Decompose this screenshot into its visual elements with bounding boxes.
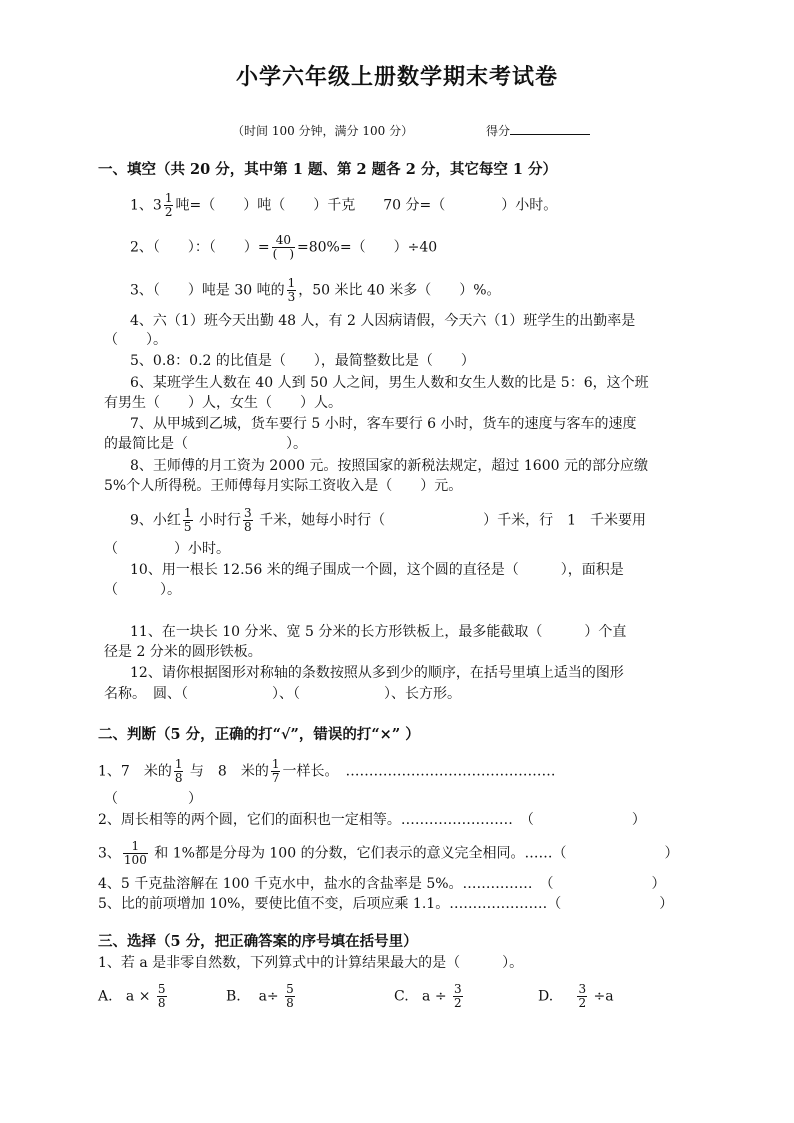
frac-num: 1 xyxy=(287,276,296,290)
question-1-7-line1: 7、从甲城到乙城，货车要行 5 小时，客车要行 6 小时，货车的速度与客车的速度 xyxy=(130,416,637,432)
page-title: 小学六年级上册数学期末考试卷 xyxy=(235,64,558,90)
question-1-12-line2: 名称。 圆、（ ）、（ ）、长方形。 xyxy=(104,686,461,702)
fraction xyxy=(453,983,463,1010)
question-2-2: 2、周长相等的两个圆，它们的面积也一定相等。…………………… （ ） xyxy=(98,812,646,828)
score-label: 得分 xyxy=(486,124,511,138)
q-text: 和 1%都是分母为 100 的分数，它们表示的意义完全相同。……（ ） xyxy=(154,845,679,862)
q-text: 一样长。 ……………………………………… xyxy=(282,763,556,780)
exam-time-info: （时间 100 分钟，满分 100 分） xyxy=(232,124,414,138)
q-text: 小时行 xyxy=(199,512,242,529)
frac-den: 7 xyxy=(271,771,280,785)
question-1-1 xyxy=(130,192,557,219)
option-c xyxy=(394,983,465,1010)
question-1-6-line1: 6、某班学生人数在 40 人到 50 人之间，男生人数和女生人数的比是 5：6，这个班 xyxy=(130,375,649,391)
q-text: 9、小红 xyxy=(130,512,181,529)
option-d xyxy=(538,983,614,1010)
question-3-1: 1、若 a 是非零自然数，下列算式中的计算结果最大的是（ ）。 xyxy=(98,955,524,971)
option-expr: a × xyxy=(125,988,151,1005)
option-label: B. xyxy=(226,988,241,1005)
frac-den: 2 xyxy=(164,205,173,219)
question-2-1-line1 xyxy=(98,758,555,785)
frac-num: 5 xyxy=(286,982,294,996)
fraction xyxy=(157,983,167,1010)
question-2-1-line2: （ ） xyxy=(104,791,202,807)
question-1-6-line2: 有男生（ ）人，女生（ ）人。 xyxy=(104,395,342,411)
option-expr: a ÷ xyxy=(422,988,447,1005)
frac-num: 3 xyxy=(454,982,462,996)
fraction xyxy=(243,507,253,534)
question-1-9-line1 xyxy=(130,507,646,534)
section1-heading: 一、填空（共 20 分，其中第 1 题、第 2 题各 2 分，其它每空 1 分） xyxy=(98,161,558,178)
fraction xyxy=(123,840,148,867)
frac-den: 8 xyxy=(157,996,166,1010)
option-label: A. xyxy=(98,988,113,1005)
q-text: 1、7 米的 xyxy=(98,763,172,780)
fraction xyxy=(271,758,281,785)
section3-heading: 三、选择（5 分，把正确答案的序号填在括号里） xyxy=(98,933,418,950)
question-1-12-line1: 12、请你根据图形对称轴的条数按照从多到少的顺序，在括号里填上适当的图形 xyxy=(130,665,624,681)
question-1-2 xyxy=(130,234,437,261)
fraction xyxy=(285,983,295,1010)
fraction xyxy=(272,234,295,261)
option-expr: a÷ xyxy=(258,988,279,1005)
q-text: 3、（ ）吨是 30 吨的 xyxy=(130,282,285,299)
frac-num: 5 xyxy=(157,982,166,996)
question-1-9-line2: （ ）小时。 xyxy=(104,541,230,557)
question-1-11-line1: 11、在一块长 10 分米、宽 5 分米的长方形铁板上，最多能截取（ ）个直 xyxy=(130,624,627,640)
section2-heading: 二、判断（5 分，正确的打“√”，错误的打“×” ） xyxy=(98,726,420,743)
q-text: 1、3 xyxy=(130,197,162,214)
q-text: 2、（ ）：（ ）= xyxy=(130,239,270,256)
frac-num: 1 xyxy=(174,757,183,771)
option-b xyxy=(226,983,297,1010)
frac-num: 1 xyxy=(131,839,140,853)
frac-den: ( ) xyxy=(272,247,295,261)
question-1-8-line2: 5%个人所得税。王师傅每月实际工资收入是（ ）元。 xyxy=(104,478,463,494)
question-1-4-line1: 4、六（1）班今天出勤 48 人，有 2 人因病请假，今天六（1）班学生的出勤率是 xyxy=(130,313,636,329)
question-2-5: 5、比的前项增加 10%，要使比值不变，后项应乘 1.1。…………………（ ） xyxy=(98,896,674,912)
q-text: =80%=（ ）÷40 xyxy=(297,239,438,256)
q-text: 3、 xyxy=(98,845,121,862)
question-1-4-line2: （ ）。 xyxy=(104,332,167,348)
fraction xyxy=(164,192,174,219)
option-a xyxy=(98,983,169,1010)
q-text: ，50 米比 40 米多（ ）%。 xyxy=(298,282,501,299)
question-1-11-line2: 径是 2 分米的圆形铁板。 xyxy=(104,644,262,660)
q-text: 千米，她每小时行（ ）千米，行 1 千米要用 xyxy=(259,512,647,529)
q-text: 吨=（ ）吨（ ）千克 70 分=（ ）小时。 xyxy=(175,197,558,214)
question-1-10-line1: 10、用一根长 12.56 米的绳子围成一个圆，这个圆的直径是（ ），面积是 xyxy=(130,562,624,578)
question-1-7-line2: 的最简比是（ ）。 xyxy=(104,436,307,452)
fraction xyxy=(287,277,297,304)
frac-num: 1 xyxy=(164,191,173,205)
frac-num: 3 xyxy=(244,506,252,520)
question-1-8-line1: 8、王师傅的月工资为 2000 元。按照国家的新税法规定，超过 1600 元的部分应缴 xyxy=(130,458,648,474)
fraction xyxy=(577,983,587,1010)
frac-den: 5 xyxy=(183,520,192,534)
question-1-3 xyxy=(130,277,501,304)
frac-num: 1 xyxy=(183,506,192,520)
question-1-10-line2: （ ）。 xyxy=(104,582,181,598)
question-1-5: 5、0.8：0.2 的比值是（ ），最简整数比是（ ） xyxy=(130,353,475,369)
score-field xyxy=(486,122,590,139)
frac-den: 2 xyxy=(578,996,587,1010)
option-label: C. xyxy=(394,988,409,1005)
question-2-4: 4、5 千克盐溶解在 100 千克水中，盐水的含盐率是 5%。…………… （ ） xyxy=(98,876,666,892)
frac-den: 8 xyxy=(286,996,294,1010)
score-blank xyxy=(510,122,590,135)
frac-den: 100 xyxy=(123,853,147,867)
frac-den: 2 xyxy=(454,996,462,1010)
question-2-3 xyxy=(98,840,679,867)
q-text: 与 8 米的 xyxy=(189,763,269,780)
frac-num: 40 xyxy=(275,233,291,247)
frac-den: 8 xyxy=(174,771,183,785)
frac-den: 8 xyxy=(244,520,252,534)
frac-num: 1 xyxy=(271,757,280,771)
frac-den: 3 xyxy=(287,290,296,304)
fraction xyxy=(174,758,184,785)
fraction xyxy=(183,507,193,534)
frac-num: 3 xyxy=(578,982,587,996)
option-label: D. xyxy=(538,988,554,1005)
option-expr: ÷a xyxy=(593,988,614,1005)
